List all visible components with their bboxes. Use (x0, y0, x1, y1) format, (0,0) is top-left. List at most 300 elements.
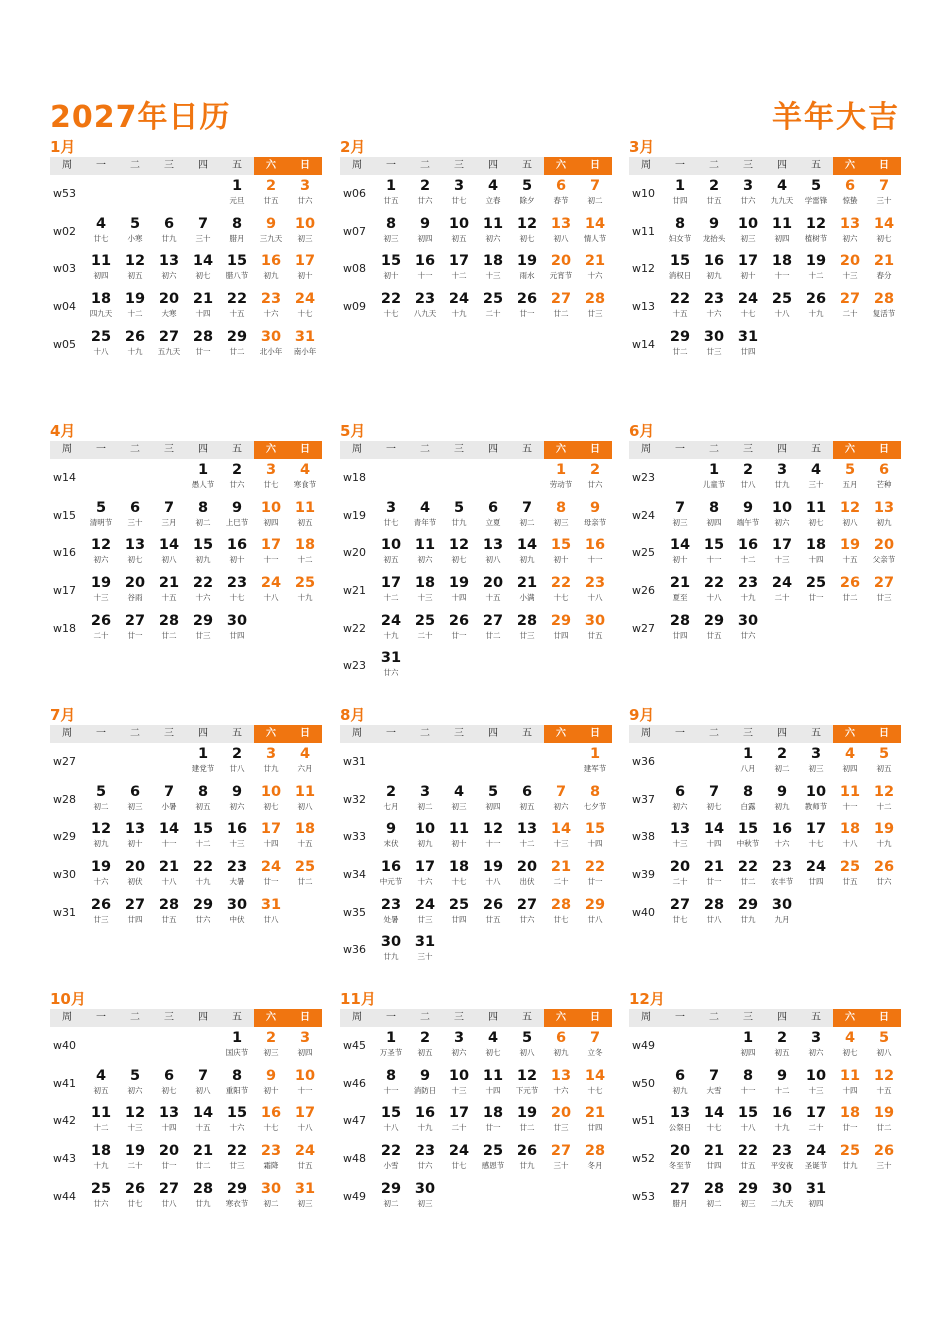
weekday-header (629, 725, 901, 743)
day-number: 12 (839, 499, 861, 516)
day-number: 22 (192, 575, 214, 592)
week-row (629, 497, 901, 535)
week-number: w19 (343, 508, 366, 522)
lunar-date: 初九 (519, 555, 535, 565)
day-number: 20 (873, 537, 895, 554)
lunar-date: 廿四 (451, 914, 467, 924)
day-cell (544, 175, 578, 213)
lunar-date: 初二 (587, 196, 603, 205)
day-number: 14 (669, 537, 691, 554)
lunar-date: 初三 (740, 233, 756, 243)
day-number: 28 (158, 612, 180, 629)
day-number: 22 (703, 575, 725, 592)
day-number: 21 (516, 575, 538, 592)
empty-cell (118, 459, 152, 497)
lunar-date: 冬月 (587, 1161, 603, 1171)
lunar-date: 初四 (842, 764, 858, 773)
day-cell (118, 1178, 152, 1216)
day-number: 12 (873, 783, 895, 800)
day-cell (731, 326, 765, 364)
day-cell (84, 781, 118, 819)
lunar-date: 十一 (263, 555, 279, 565)
lunar-date: 初五 (519, 801, 535, 811)
day-cell (408, 818, 442, 856)
day-cell (476, 213, 510, 251)
day-cell (84, 288, 118, 326)
week-number: w09 (343, 300, 366, 314)
lunar-date: 三十 (195, 233, 211, 243)
week-row (340, 534, 612, 572)
lunar-date: 四九天 (89, 309, 113, 319)
lunar-date: 廿九 (263, 764, 279, 773)
week-number: w49 (343, 1189, 366, 1203)
month-block (340, 421, 612, 701)
day-number: 13 (124, 537, 146, 554)
lunar-date: 初四 (706, 517, 722, 527)
day-number: 23 (260, 1143, 282, 1160)
lunar-date: 廿一 (195, 346, 211, 356)
lunar-date: 初七 (263, 801, 279, 811)
day-number: 24 (737, 291, 759, 308)
day-number: 27 (158, 328, 180, 345)
month-grid (340, 743, 612, 969)
day-number: 21 (873, 253, 895, 270)
day-number: 23 (380, 896, 402, 913)
day-number: 19 (482, 859, 504, 876)
day-number: 28 (873, 291, 895, 308)
day-cell (152, 213, 186, 251)
day-cell (833, 175, 867, 213)
day-number: 4 (299, 462, 311, 478)
lunar-date: 十三 (808, 1085, 824, 1095)
day-cell (731, 1027, 765, 1065)
day-cell (833, 1140, 867, 1178)
day-number: 28 (703, 1180, 725, 1197)
day-number: 21 (669, 575, 691, 592)
month-block (629, 705, 901, 985)
lunar-date: 二十 (417, 630, 433, 640)
week-row (629, 1140, 901, 1178)
lunar-date: 廿七 (553, 914, 569, 924)
week-row (340, 1140, 612, 1178)
lunar-date: 初十 (553, 555, 569, 565)
day-number: 19 (124, 1143, 146, 1160)
day-number: 15 (550, 537, 572, 554)
day-number: 15 (703, 537, 725, 554)
day-number: 1 (589, 746, 601, 762)
lunar-date: 廿六 (740, 630, 756, 640)
week-row (50, 894, 322, 932)
lunar-date: 十六 (195, 593, 211, 603)
day-number: 17 (771, 537, 793, 554)
lunar-date: 初八 (519, 1048, 535, 1057)
day-number: 8 (197, 783, 209, 800)
week-row (340, 250, 612, 288)
week-row (340, 213, 612, 251)
lunar-date: 十九 (774, 1123, 790, 1133)
day-number: 27 (124, 896, 146, 913)
day-cell (442, 781, 476, 819)
day-cell (374, 781, 408, 819)
day-number: 26 (516, 291, 538, 308)
day-cell (799, 288, 833, 326)
lunar-date: 初二 (263, 1198, 279, 1208)
day-number: 9 (708, 215, 720, 232)
weekday-header-cell: 三 (152, 725, 186, 743)
day-number: 25 (448, 896, 470, 913)
day-cell (510, 894, 544, 932)
lunar-date: 十二 (808, 271, 824, 281)
lunar-date: 建军节 (583, 764, 607, 773)
month-title: 2月 (340, 138, 366, 156)
day-number: 15 (192, 821, 214, 838)
lunar-date: 廿一 (127, 630, 143, 640)
lunar-date: 十四 (587, 839, 603, 849)
lunar-date: 十一 (383, 1085, 399, 1095)
lunar-date: 初八 (553, 233, 569, 243)
day-number: 27 (482, 612, 504, 629)
weekday-header-cell: 六 (254, 157, 288, 175)
lunar-date: 八月 (740, 764, 756, 773)
day-number: 5 (129, 1067, 141, 1084)
day-number: 27 (124, 612, 146, 629)
day-cell (118, 1140, 152, 1178)
day-cell (578, 1140, 612, 1178)
day-number: 15 (584, 821, 606, 838)
lunar-date: 廿九 (161, 233, 177, 243)
day-cell (476, 1102, 510, 1140)
lunar-date: 二十 (553, 877, 569, 887)
day-number: 4 (299, 746, 311, 762)
day-cell (152, 818, 186, 856)
day-number: 8 (674, 215, 686, 232)
day-cell (578, 250, 612, 288)
weekday-header-cell: 四 (765, 157, 799, 175)
weekday-header (629, 441, 901, 459)
lunar-date: 芒种 (876, 480, 892, 489)
empty-cell (152, 459, 186, 497)
week-number: w31 (343, 755, 366, 768)
weekday-header-cell: 二 (697, 157, 731, 175)
day-cell (578, 856, 612, 894)
day-number: 24 (448, 291, 470, 308)
day-cell (663, 781, 697, 819)
week-row (629, 894, 901, 932)
day-cell (765, 1102, 799, 1140)
day-cell (476, 781, 510, 819)
day-number: 30 (226, 612, 248, 629)
lunar-date: 圣诞节 (804, 1161, 828, 1171)
lunar-date: 处暑 (383, 914, 399, 924)
lunar-date: 廿八 (229, 764, 245, 773)
lunar-date: 初八 (485, 555, 501, 565)
lunar-date: 元宵节 (549, 271, 573, 281)
lunar-date: 十一 (587, 555, 603, 565)
day-cell (476, 1027, 510, 1065)
lunar-date: 廿八 (587, 914, 603, 924)
day-cell (510, 288, 544, 326)
lunar-date: 廿六 (587, 480, 603, 489)
day-number: 24 (380, 612, 402, 629)
day-number: 29 (737, 896, 759, 913)
day-cell (254, 572, 288, 610)
week-number: w21 (343, 584, 366, 598)
empty-cell (867, 326, 901, 364)
day-number: 30 (260, 328, 282, 345)
day-number: 13 (669, 821, 691, 838)
lunar-date: 初三 (263, 1048, 279, 1057)
day-cell (288, 497, 322, 535)
lunar-date: 三十 (876, 196, 892, 205)
week-row (629, 250, 901, 288)
day-cell (84, 250, 118, 288)
day-number: 28 (192, 328, 214, 345)
day-cell (799, 459, 833, 497)
lunar-date: 春分 (876, 271, 892, 281)
lunar-date: 廿五 (161, 914, 177, 924)
day-cell (476, 250, 510, 288)
lunar-date: 廿一 (587, 877, 603, 887)
day-number: 22 (226, 1143, 248, 1160)
lunar-date: 二十 (451, 1123, 467, 1133)
day-cell (663, 1102, 697, 1140)
day-number: 20 (158, 291, 180, 308)
lunar-date: 十九 (383, 630, 399, 640)
lunar-date: 初五 (297, 517, 313, 527)
empty-cell (84, 175, 118, 213)
day-number: 22 (380, 291, 402, 308)
weekday-header-cell: 日 (578, 441, 612, 459)
day-number: 30 (771, 1180, 793, 1197)
lunar-date: 廿一 (808, 593, 824, 603)
day-number: 10 (380, 537, 402, 554)
lunar-date: 初七 (842, 1048, 858, 1057)
week-number: w48 (343, 1152, 366, 1166)
lunar-date: 廿二 (161, 630, 177, 640)
day-number: 19 (873, 821, 895, 838)
day-cell (544, 856, 578, 894)
day-cell (408, 175, 442, 213)
day-number: 21 (192, 1143, 214, 1160)
day-number: 23 (771, 1143, 793, 1160)
day-cell (510, 610, 544, 648)
lunar-date: 廿九 (383, 952, 399, 962)
day-cell (288, 1178, 322, 1216)
lunar-date: 初十 (672, 555, 688, 565)
lunar-date: 廿六 (383, 668, 399, 678)
lunar-date: 白露 (740, 801, 756, 811)
week-number: w35 (343, 905, 366, 919)
lunar-date: 小雪 (383, 1161, 399, 1171)
week-row (340, 572, 612, 610)
weekday-header (340, 441, 612, 459)
lunar-date: 三十 (417, 952, 433, 962)
day-cell (442, 497, 476, 535)
day-number: 7 (878, 178, 890, 194)
day-number: 1 (708, 462, 720, 478)
day-cell (288, 1065, 322, 1103)
day-number: 31 (260, 896, 282, 913)
day-cell (476, 497, 510, 535)
day-number: 25 (771, 291, 793, 308)
lunar-date: 初十 (740, 271, 756, 281)
day-number: 23 (226, 859, 248, 876)
lunar-date: 霜降 (263, 1161, 279, 1171)
lunar-date: 廿五 (706, 630, 722, 640)
day-cell (510, 856, 544, 894)
day-cell (288, 175, 322, 213)
week-number: w17 (53, 584, 76, 598)
day-number: 13 (516, 821, 538, 838)
day-cell (697, 250, 731, 288)
day-number: 25 (482, 291, 504, 308)
lunar-date: 十八 (774, 309, 790, 319)
lunar-date: 情人节 (583, 233, 607, 243)
day-number: 1 (231, 1030, 243, 1046)
day-cell (374, 250, 408, 288)
lunar-date: 廿一 (451, 630, 467, 640)
day-number: 19 (124, 291, 146, 308)
day-number: 10 (294, 215, 316, 232)
day-number: 1 (197, 746, 209, 762)
day-number: 2 (742, 462, 754, 478)
lunar-date: 国庆节 (225, 1048, 249, 1057)
weekday-header-cell: 三 (442, 725, 476, 743)
weekday-header-cell: 四 (765, 1009, 799, 1027)
lunar-date: 十八 (842, 839, 858, 849)
day-cell (799, 1140, 833, 1178)
lunar-date: 腊八节 (225, 271, 249, 281)
day-cell (152, 1178, 186, 1216)
day-number: 5 (453, 499, 465, 516)
weekday-header-cell: 周 (340, 725, 374, 743)
lunar-date: 三十 (808, 480, 824, 489)
lunar-date: 廿二 (842, 593, 858, 603)
day-number: 9 (419, 215, 431, 232)
weekday-header-cell: 五 (510, 725, 544, 743)
week-row (629, 781, 901, 819)
weekday-header-cell: 日 (867, 157, 901, 175)
day-cell (186, 610, 220, 648)
day-cell (867, 1065, 901, 1103)
day-number: 21 (550, 859, 572, 876)
week-number: w04 (53, 300, 76, 314)
lunar-date: 妇女节 (668, 233, 692, 243)
day-number: 27 (839, 291, 861, 308)
day-cell (288, 743, 322, 781)
day-number: 1 (231, 178, 243, 194)
day-cell (220, 572, 254, 610)
day-cell (799, 1102, 833, 1140)
day-cell (152, 250, 186, 288)
weekday-header-cell: 二 (697, 1009, 731, 1027)
lunar-date: 十二 (774, 1085, 790, 1095)
lunar-date: 小满 (519, 593, 535, 603)
lunar-date: 十五 (161, 593, 177, 603)
day-cell (408, 894, 442, 932)
day-number: 27 (516, 896, 538, 913)
day-number: 31 (737, 328, 759, 345)
day-cell (186, 497, 220, 535)
day-number: 14 (158, 537, 180, 554)
empty-cell (442, 743, 476, 781)
day-cell (578, 459, 612, 497)
week-number: w53 (632, 1189, 655, 1203)
lunar-date: 初三 (553, 517, 569, 527)
weekday-header-cell: 三 (442, 157, 476, 175)
week-number: w39 (632, 868, 655, 882)
day-cell (476, 1140, 510, 1178)
month-grid (50, 743, 322, 931)
day-cell (220, 610, 254, 648)
day-cell (544, 288, 578, 326)
weekday-header-cell: 五 (799, 725, 833, 743)
day-cell (442, 250, 476, 288)
day-cell (833, 288, 867, 326)
weekday-header-cell: 六 (544, 441, 578, 459)
day-number: 18 (448, 859, 470, 876)
day-number: 16 (260, 1105, 282, 1122)
lunar-date: 冬至节 (668, 1161, 692, 1171)
day-number: 24 (805, 859, 827, 876)
week-number: w52 (632, 1152, 655, 1166)
lunar-date: 十六 (263, 309, 279, 319)
weekday-header-cell: 一 (84, 157, 118, 175)
day-cell (288, 288, 322, 326)
month-grid (340, 459, 612, 685)
month-grid (629, 175, 901, 363)
lunar-date: 寒衣节 (225, 1198, 249, 1208)
day-cell (765, 818, 799, 856)
day-number: 21 (158, 859, 180, 876)
day-cell (697, 610, 731, 648)
empty-cell (84, 1027, 118, 1065)
lunar-date: 廿五 (297, 1161, 313, 1171)
lunar-date: 初二 (93, 801, 109, 811)
day-number: 4 (453, 783, 465, 800)
lunar-date: 十四 (195, 309, 211, 319)
day-number: 20 (550, 253, 572, 270)
lunar-date: 初七 (706, 801, 722, 811)
lunar-date: 十八 (485, 877, 501, 887)
day-cell (697, 213, 731, 251)
day-cell (152, 1065, 186, 1103)
lunar-date: 消防日 (413, 1085, 437, 1095)
weekday-header-cell: 五 (510, 1009, 544, 1027)
day-cell (799, 175, 833, 213)
day-cell (374, 1102, 408, 1140)
week-row (50, 1027, 322, 1065)
lunar-date: 感恩节 (481, 1161, 505, 1171)
day-number: 31 (294, 1180, 316, 1197)
lunar-date: 重阳节 (225, 1085, 249, 1095)
week-row (50, 534, 322, 572)
day-cell (765, 250, 799, 288)
empty-cell (765, 610, 799, 648)
day-number: 28 (669, 612, 691, 629)
lunar-date: 惊蛰 (842, 196, 858, 205)
weekday-header-cell: 一 (84, 441, 118, 459)
weekday-header (340, 725, 612, 743)
lunar-date: 十六 (93, 877, 109, 887)
lunar-date: 初六 (451, 1048, 467, 1057)
weekday-header-cell: 四 (186, 157, 220, 175)
week-number: w50 (632, 1076, 655, 1090)
day-cell (408, 497, 442, 535)
day-number: 30 (703, 328, 725, 345)
day-cell (254, 1027, 288, 1065)
day-cell (374, 497, 408, 535)
